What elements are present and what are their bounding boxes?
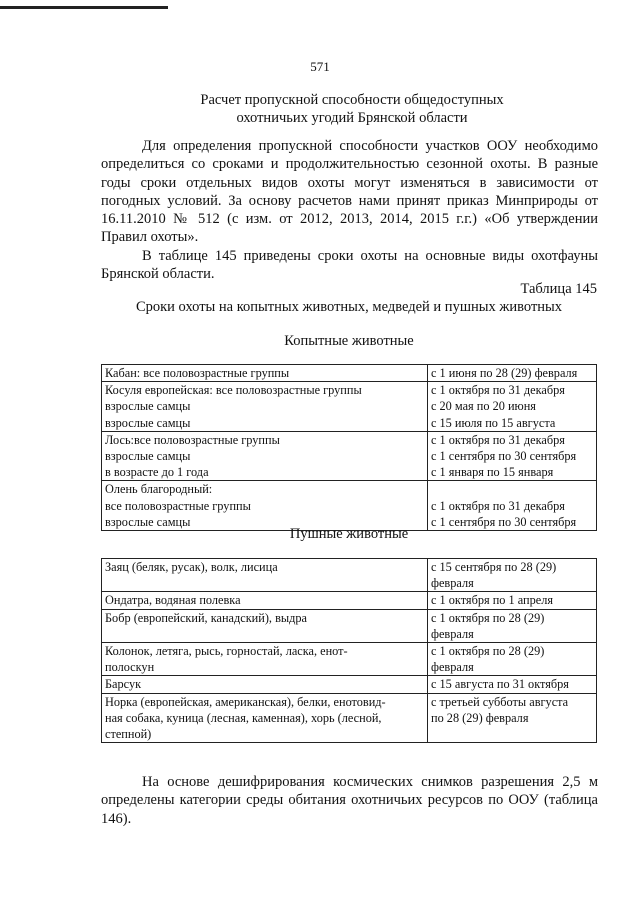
season-cell <box>428 431 597 481</box>
species-cell <box>102 609 428 642</box>
table-row <box>102 592 597 609</box>
paragraph-intro-text: Для определения пропускной способности участков ООУ необходимо определиться со сроками и продолжительностью сезонной охоты. В разные годы сроки отдельных видов охоты могут изменяться в зависимости от погодных условий. За основу расчетов нами принят приказ Минприроды от 16.11.2010 № 512 (с изм. от 2012, 2013, 2014, 2015 г.г.) «Об утверждении Правил охоты». <box>101 138 598 246</box>
page-title <box>0 91 640 127</box>
season-line: с 1 октября по 1 апреля <box>431 593 554 608</box>
season-line: с 1 октября по 31 декабря <box>431 498 565 513</box>
season-cell <box>428 693 597 743</box>
season-cell <box>428 481 597 531</box>
species-line: Заяц (беляк, русак), волк, лисица <box>105 560 278 574</box>
season-line: февраля <box>431 660 474 675</box>
title-line-2: охотничьих угодий Брянской области <box>236 110 468 126</box>
season-line: с 1 октября по 28 (29) <box>431 610 545 625</box>
species-cell <box>102 431 428 481</box>
table-row <box>102 559 597 592</box>
paragraph-table-reference <box>101 247 598 284</box>
scan-edge-line <box>0 6 168 9</box>
paragraph-intro <box>101 137 598 247</box>
page-number: 571 <box>310 59 330 74</box>
species-line: Лось:все половозрастные группы <box>105 432 280 447</box>
hoofed-animals-table <box>101 364 597 531</box>
table-row <box>102 382 597 432</box>
species-cell <box>102 365 428 382</box>
season-cell <box>428 382 597 432</box>
season-line: с 15 июля по 15 августа <box>431 415 556 430</box>
season-cell <box>428 643 597 676</box>
species-line: ная собака, куница (лесная, каменная), хорь (лесной, <box>105 710 382 725</box>
species-line: полоскун <box>105 660 155 675</box>
species-cell <box>102 481 428 531</box>
title-line-1: Расчет пропускной способности общедоступных <box>200 92 504 108</box>
season-line: с 1 сентября по 30 сентября <box>431 514 577 529</box>
species-cell <box>102 693 428 743</box>
table-row <box>102 693 597 743</box>
species-line: в возрасте до 1 года <box>105 465 209 480</box>
paragraph-table-reference-text: В таблице 145 приведены сроки охоты на основные виды охотфауны Брянской области. <box>101 248 598 283</box>
table-row <box>102 609 597 642</box>
species-line: взрослые самцы <box>105 514 191 529</box>
season-cell <box>428 676 597 693</box>
table-number: Таблица 145 <box>520 281 597 297</box>
species-line: все половозрастные группы <box>105 498 251 513</box>
season-line: с 1 октября по 31 декабря <box>431 432 565 447</box>
fur-animals-table <box>101 558 597 743</box>
species-line: Барсук <box>105 677 142 692</box>
species-cell <box>102 559 428 592</box>
season-line: февраля <box>431 576 474 591</box>
table-caption: Сроки охоты на копытных животных, медведей и пушных животных <box>135 299 563 315</box>
season-line <box>431 481 593 497</box>
table-row <box>102 643 597 676</box>
species-line: Колонок, летяга, рысь, горностай, ласка, енот- <box>105 644 348 659</box>
species-cell <box>102 643 428 676</box>
season-line: с 1 октября по 28 (29) <box>431 644 545 659</box>
season-cell <box>428 365 597 382</box>
season-line: с 1 января по 15 января <box>431 465 554 480</box>
season-cell <box>428 592 597 609</box>
season-cell <box>428 609 597 642</box>
species-line: Бобр (европейский, канадский), выдра <box>105 610 308 625</box>
paragraph-habitat <box>101 773 598 828</box>
species-cell <box>102 592 428 609</box>
section-heading-hoofed: Копытные животные <box>284 333 414 349</box>
season-line: по 28 (29) февраля <box>431 710 529 725</box>
season-line: с 1 июня по 28 (29) февраля <box>431 366 578 380</box>
table-row <box>102 431 597 481</box>
season-line: с 15 сентября по 28 (29) <box>431 560 557 574</box>
species-line: степной) <box>105 727 152 742</box>
species-line: Косуля европейская: все половозрастные группы <box>105 383 362 398</box>
table-row <box>102 676 597 693</box>
season-line: с 1 октября по 31 декабря <box>431 383 565 398</box>
section-heading-fur: Пушные животные <box>289 526 409 542</box>
season-line: с 15 августа по 31 октября <box>431 677 569 692</box>
species-line: Кабан: все половозрастные группы <box>105 366 290 380</box>
season-line: с 1 сентября по 30 сентября <box>431 449 577 464</box>
species-line: Олень благородный: <box>105 482 213 497</box>
season-line: с третьей субботы августа <box>431 694 569 709</box>
table-row <box>102 365 597 382</box>
paragraph-habitat-text: На основе дешифрирования космических снимков разрешения 2,5 м определены категории среды обитания охотничьих ресурсов по ООУ (таблица 146). <box>101 774 598 827</box>
season-cell <box>428 559 597 592</box>
species-cell <box>102 676 428 693</box>
species-cell <box>102 382 428 432</box>
species-line: взрослые самцы <box>105 415 191 430</box>
species-line: взрослые самцы <box>105 449 191 464</box>
season-line: февраля <box>431 626 474 641</box>
table-row <box>102 481 597 531</box>
species-line: Норка (европейская, американская), белки, енотовид- <box>105 694 386 709</box>
species-line: Ондатра, водяная полевка <box>105 593 241 608</box>
species-line: взрослые самцы <box>105 399 191 414</box>
season-line: с 20 мая по 20 июня <box>431 399 536 414</box>
